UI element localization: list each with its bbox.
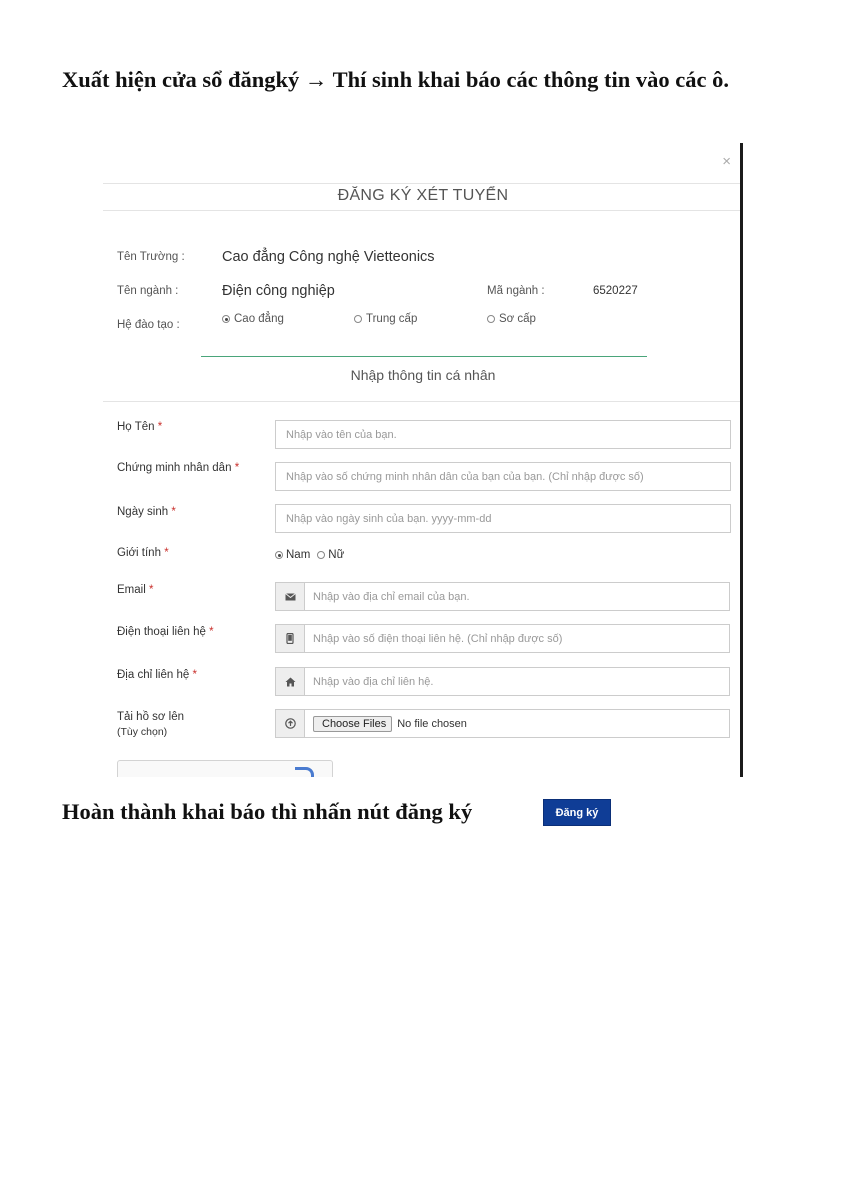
upload-label <box>117 710 184 740</box>
phone-input[interactable] <box>275 624 730 653</box>
name-label-text: Họ Tên <box>117 421 155 433</box>
radio-selected-icon <box>222 315 230 323</box>
required-mark: * <box>192 669 197 681</box>
home-icon <box>276 668 305 695</box>
gender-male-label: Nam <box>286 549 311 561</box>
level-option-label: Sơ cấp <box>499 313 536 325</box>
personal-info-heading: Nhập thông tin cá nhân <box>350 367 496 383</box>
birthday-input[interactable] <box>275 504 731 533</box>
gender-label <box>117 546 169 561</box>
envelope-icon <box>276 583 305 610</box>
name-input[interactable] <box>275 420 731 449</box>
major-label: Tên ngành : <box>117 285 179 297</box>
dialog-title: ĐĂNG KÝ XÉT TUYỂN <box>337 187 509 204</box>
outro-paragraph: Hoàn thành khai báo thì nhấn nút đăng ký <box>62 799 473 824</box>
training-level-label: Hệ đào tạo : <box>117 319 180 331</box>
email-label-text: Email <box>117 584 146 596</box>
address-label <box>117 668 197 683</box>
divider <box>103 401 743 402</box>
birthday-label <box>117 505 176 520</box>
upload-icon <box>276 710 305 737</box>
address-label-text: Địa chỉ liên hệ <box>117 669 190 681</box>
required-mark: * <box>171 506 176 518</box>
required-mark: * <box>148 584 154 596</box>
id-card-placeholder: Nhập vào số chứng minh nhân dân của bạn của bạn. (Chỉ nhập được số) <box>286 470 644 483</box>
id-card-label <box>117 461 239 476</box>
gender-options <box>275 549 344 561</box>
required-mark: * <box>157 421 163 433</box>
radio-empty-icon <box>354 315 362 323</box>
required-mark: * <box>234 462 240 474</box>
mobile-phone-icon <box>276 625 305 652</box>
recaptcha-widget[interactable] <box>117 760 333 777</box>
level-option-cao-dang[interactable] <box>222 313 284 325</box>
email-input[interactable] <box>275 582 730 611</box>
phone-placeholder: Nhập vào số điện thoại liên hệ. (Chỉ nhập được số) <box>313 632 563 645</box>
name-placeholder: Nhập vào tên của bạn. <box>286 428 397 441</box>
divider <box>103 210 743 211</box>
name-label <box>117 420 162 435</box>
required-mark: * <box>209 626 214 638</box>
email-placeholder: Nhập vào địa chỉ email của bạn. <box>313 590 470 603</box>
major-code-value: 6520227 <box>593 285 638 297</box>
upload-input[interactable] <box>275 709 730 738</box>
id-card-label-text: Chứng minh nhân dân <box>117 462 232 474</box>
school-value: Cao đẳng Công nghệ Vietteonics <box>222 249 435 265</box>
phone-label-text: Điện thoại liên hệ <box>117 626 206 638</box>
level-option-so-cap[interactable] <box>487 313 536 325</box>
upload-optional-note: (Tùy chọn) <box>117 726 168 738</box>
phone-label <box>117 625 214 640</box>
level-option-label: Trung cấp <box>366 313 418 325</box>
close-icon[interactable]: × <box>722 153 731 170</box>
email-label <box>117 583 153 598</box>
level-option-label: Cao đẳng <box>234 313 284 325</box>
gender-male-radio[interactable] <box>275 551 283 559</box>
birthday-label-text: Ngày sinh <box>117 506 169 518</box>
birthday-placeholder: Nhập vào ngày sinh của bạn. yyyy-mm-dd <box>286 512 492 525</box>
required-mark: * <box>164 547 169 559</box>
choose-files-button[interactable]: Choose Files <box>313 716 392 732</box>
major-value: Điện công nghiệp <box>222 283 335 299</box>
id-card-input[interactable] <box>275 462 731 491</box>
screenshot-border <box>740 143 743 777</box>
registration-dialog-screenshot <box>103 143 743 777</box>
address-placeholder: Nhập vào địa chỉ liên hệ. <box>313 675 434 688</box>
file-status: No file chosen <box>397 717 467 730</box>
upload-label-text: Tải hồ sơ lên <box>117 711 184 723</box>
address-input[interactable] <box>275 667 730 696</box>
gender-female-label: Nữ <box>328 549 345 561</box>
divider <box>103 183 743 184</box>
gender-female-radio[interactable] <box>317 551 325 559</box>
radio-empty-icon <box>487 315 495 323</box>
intro-paragraph: Xuất hiện cửa sổ đăngký → Thí sinh khai báo các thông tin vào các ô. <box>62 67 729 92</box>
major-code-label: Mã ngành : <box>487 285 545 297</box>
recaptcha-logo-icon <box>295 767 314 777</box>
section-divider <box>201 356 647 357</box>
level-option-trung-cap[interactable] <box>354 313 417 325</box>
school-label: Tên Trường : <box>117 251 185 263</box>
gender-label-text: Giới tính <box>117 547 161 559</box>
register-button[interactable]: Đăng ký <box>544 800 610 825</box>
